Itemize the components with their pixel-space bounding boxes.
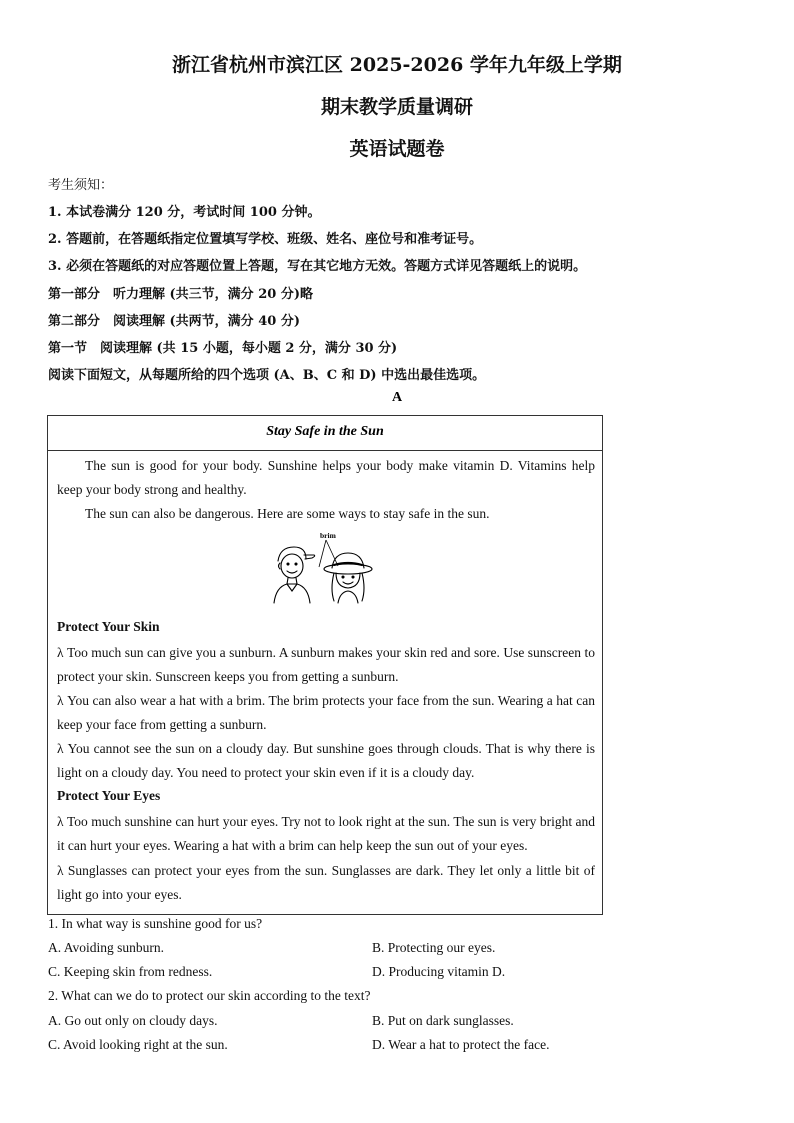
question-1-option-c: C. Keeping skin from redness. (48, 964, 213, 979)
question-1-stem: 1. In what way is sunshine good for us? (48, 916, 263, 931)
question-2-option-a: A. Go out only on cloudy days. (48, 1013, 218, 1028)
reading-instruction: 阅读下面短文，从每题所给的四个选项 (A、B、C 和 D) 中选出最佳选项。 (48, 368, 486, 383)
part1-heading: 第一部分 听力理解 (共三节，满分 20 分)略 (48, 287, 313, 302)
question-2-option-c: C. Avoid looking right at the sun. (48, 1037, 228, 1052)
exam-title-line3: 英语试题卷 (349, 138, 445, 160)
eyes-point-1: λ Too much sunshine can hurt your eyes. Try not to look right at the sun. The sun is very bright and it can hurt your eyes. Wearing a hat with a brim can help keep the sun out of your eyes. (57, 814, 595, 854)
brim-label: brim (320, 531, 336, 540)
skin-point-3: λ You cannot see the sun on a cloudy day. But sunshine goes through clouds. That is why there is light on a cloudy day. You need to protect your skin even if it is a cloudy day. (57, 741, 595, 781)
notice-heading: 考生须知： (48, 178, 114, 193)
passage-title: Stay Safe in the Sun (48, 416, 602, 451)
question-2-stem: 2. What can we do to protect our skin according to the text? (48, 988, 371, 1003)
sun-hat-illustration (268, 529, 378, 611)
passage-box (47, 415, 603, 915)
passage-intro-1: The sun is good for your body. Sunshine helps your body make vitamin D. Vitamins help keep your body strong and healthy. (57, 458, 595, 498)
notice-item-1: 1. 本试卷满分 120 分，考试时间 100 分钟。 (48, 205, 321, 220)
question-2-option-b: B. Put on dark sunglasses. (372, 1013, 514, 1028)
passage-intro-2: The sun can also be dangerous. Here are some ways to stay safe in the sun. (85, 506, 490, 521)
eyes-point-2: λ Sunglasses can protect your eyes from the sun. Sunglasses are dark. They let only a little bit of light go into your eyes. (57, 863, 595, 903)
exam-title-line1: 浙江省杭州市滨江区 2025-2026 学年九年级上学期 (172, 54, 622, 76)
notice-item-2: 2. 答题前，在答题纸指定位置填写学校、班级、姓名、座位号和准考证号。 (48, 232, 483, 247)
question-1-option-a: A. Avoiding sunburn. (48, 940, 165, 955)
question-2-option-d: D. Wear a hat to protect the face. (372, 1037, 550, 1052)
notice-item-3: 3. 必须在答题纸的对应答题位置上答题，写在其它地方无效。答题方式详见答题纸上的说明。 (48, 259, 587, 274)
section1-heading: 第一节 阅读理解 (共 15 小题，每小题 2 分，满分 30 分) (48, 341, 398, 356)
question-1-option-b: B. Protecting our eyes. (372, 940, 496, 955)
passage-label: A (391, 390, 403, 405)
exam-title-line2: 期末教学质量调研 (320, 96, 473, 118)
question-1-option-d: D. Producing vitamin D. (372, 964, 506, 979)
skin-point-2: λ You can also wear a hat with a brim. The brim protects your face from the sun. Wearing a hat can keep your face from getting a sunburn. (57, 693, 595, 733)
part2-heading: 第二部分 阅读理解 (共两节，满分 40 分) (48, 314, 300, 329)
eyes-heading: Protect Your Eyes (57, 788, 161, 803)
skin-heading: Protect Your Skin (57, 619, 160, 634)
skin-point-1: λ Too much sun can give you a sunburn. A sunburn makes your skin red and sore. Use sunscreen to protect your skin. Sunscreen keeps you from getting a sunburn. (57, 645, 595, 685)
